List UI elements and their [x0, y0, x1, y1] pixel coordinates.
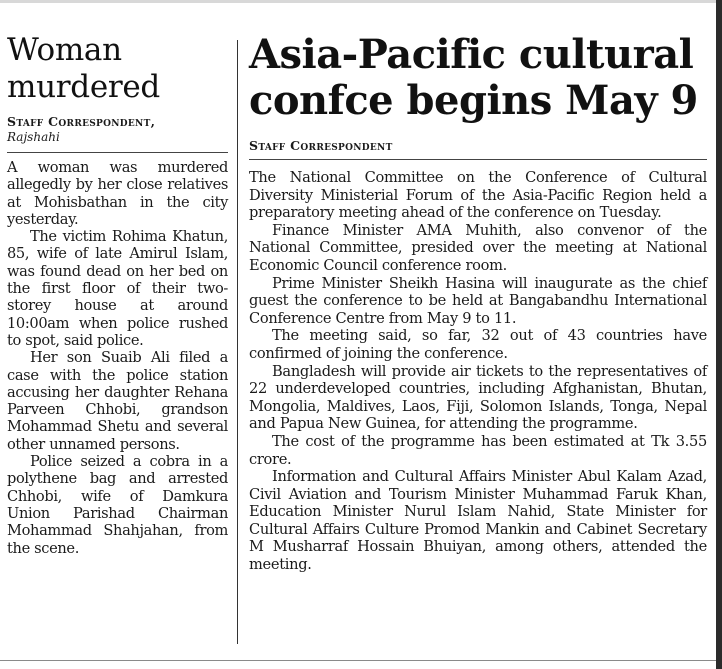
right-paragraph: Prime Minister Sheikh Hasina will inaugurate as the chief guest the conference to be held at Bangabandhu International Conference Centre from May 9 to 11.: [249, 274, 707, 327]
right-paragraph: Finance Minister AMA Muhith, also convenor of the National Committee, presided over the meeting at National Economic Council conference room.: [249, 221, 707, 274]
right-paragraph: The cost of the programme has been estimated at Tk 3.55 crore.: [249, 432, 707, 468]
left-paragraph: A woman was murdered allegedly by her close relatives at Mohisbathan in the city yesterday.: [7, 159, 228, 228]
left-headline: Woman murdered: [7, 32, 160, 105]
left-dateline: Rajshahi: [7, 130, 60, 144]
left-paragraph: The victim Rohima Khatun, 85, wife of late Amirul Islam, was found dead on her bed on the first floor of their two-storey house at around 10:00am when police rushed to spot, said police.: [7, 228, 228, 349]
right-headline: Asia-Pacific cultural confce begins May 9: [249, 31, 698, 124]
right-paragraph: Bangladesh will provide air tickets to the representatives of 22 underdeveloped countries, including Afghanistan, Bhutan, Mongolia, Maldives, Laos, Fiji, Solomon Islands, Tonga, Nepal and Papua New Guinea, for attending the programme.: [249, 362, 707, 433]
left-byline-rule: [7, 152, 228, 153]
article-woman-murdered: [7, 32, 228, 557]
left-article-body: [7, 159, 228, 557]
scan-top-edge: [0, 0, 722, 3]
right-paragraph: The National Committee on the Conference of Cultural Diversity Ministerial Forum of the Asia-Pacific Region held a preparatory meeting ahead of the conference on Tuesday.: [249, 169, 707, 222]
article-asia-pacific-conference: [249, 32, 707, 574]
right-paragraph: The meeting said, so far, 32 out of 43 countries have confirmed of joining the conference.: [249, 327, 707, 362]
left-byline: Staff Correspondent,: [7, 114, 156, 129]
scan-right-edge: [716, 0, 722, 669]
right-paragraph: Information and Cultural Affairs Minister Abul Kalam Azad, Civil Aviation and Tourism Minister Muhammad Faruk Khan, Education Minister Nurul Islam Nahid, State Minister for Cultural Affairs Culture Promod Mankin and Cabinet Secretary M Musharraf Hossain Bhuiyan, among others, attended the meeting.: [249, 468, 707, 574]
right-byline-rule: [249, 159, 707, 160]
column-divider: [237, 40, 238, 644]
right-byline: Staff Correspondent: [249, 138, 393, 153]
left-paragraph: Police seized a cobra in a polythene bag and arrested Chhobi, wife of Damkura Union Parishad Chairman Mohammad Shahjahan, from the scene.: [7, 453, 228, 557]
left-paragraph: Her son Suaib Ali filed a case with the police station accusing her daughter Rehana Parveen Chhobi, grandson Mohammad Shetu and several other unnamed persons.: [7, 349, 228, 453]
bottom-rule: [0, 660, 716, 661]
right-article-body: [249, 169, 707, 574]
